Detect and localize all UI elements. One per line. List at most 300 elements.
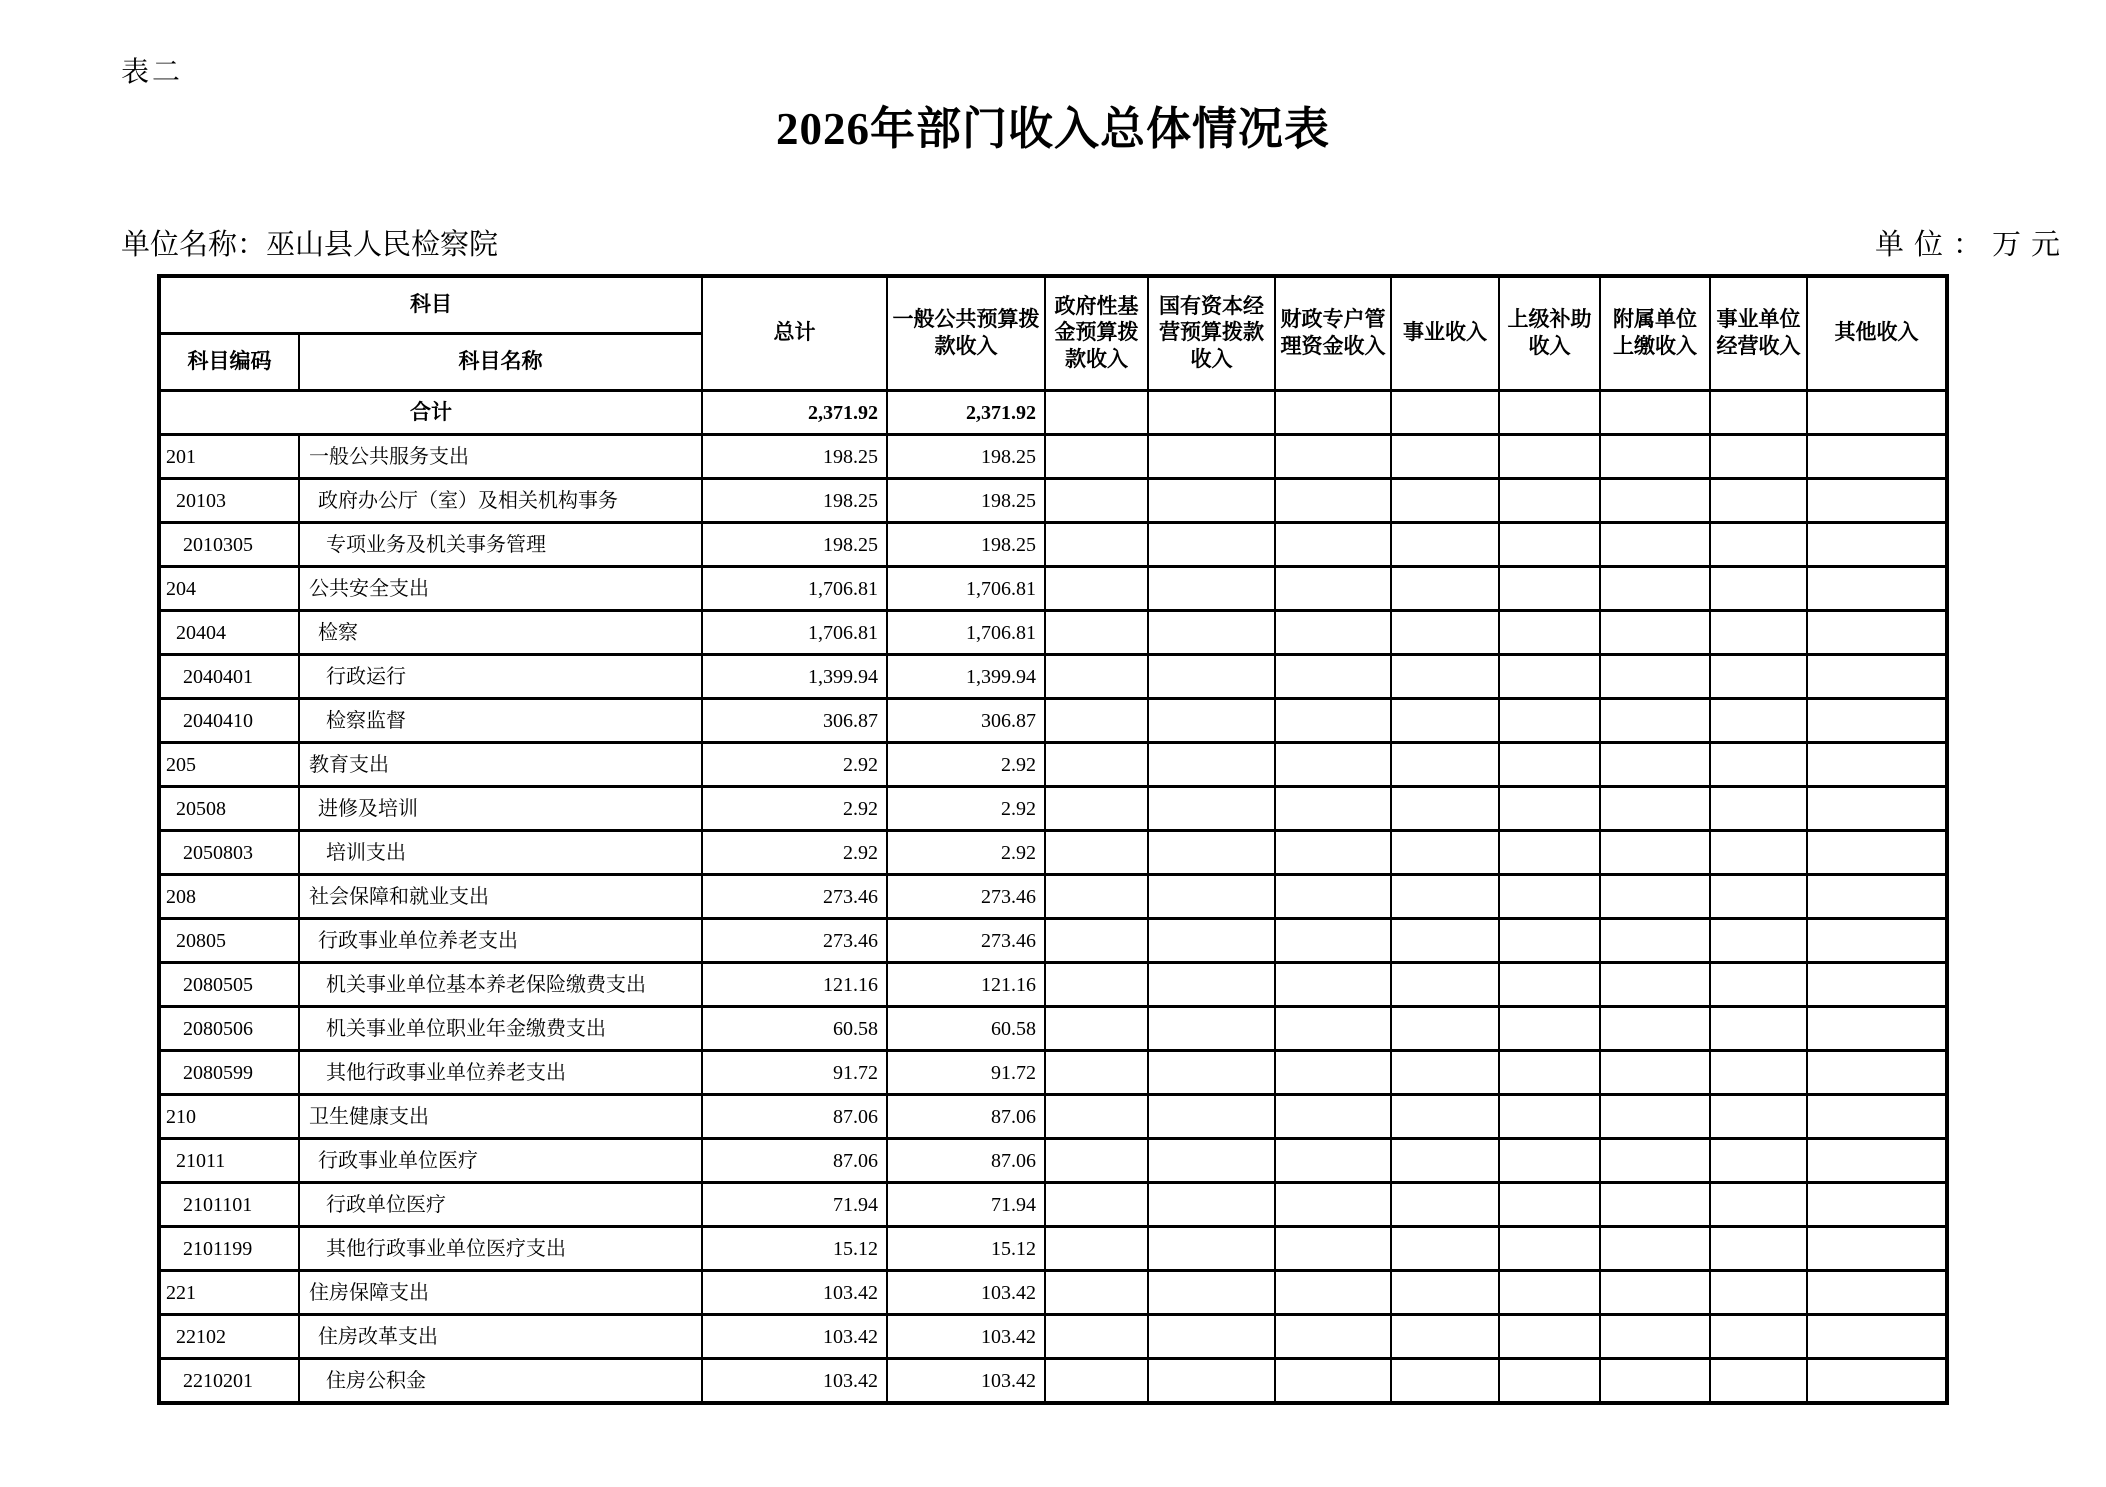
empty-cell — [1391, 435, 1499, 479]
empty-cell — [1148, 611, 1275, 655]
empty-cell — [1710, 1227, 1807, 1271]
empty-cell — [1148, 523, 1275, 567]
empty-cell — [1275, 1359, 1391, 1404]
general-budget-cell: 60.58 — [887, 1007, 1045, 1051]
empty-cell — [1391, 1227, 1499, 1271]
column-header-institution-operating: 事业单位经营收入 — [1710, 276, 1807, 391]
total-label-cell: 合计 — [159, 391, 702, 435]
empty-cell — [1275, 611, 1391, 655]
empty-cell — [1807, 435, 1947, 479]
subject-code-cell: 2010305 — [159, 523, 299, 567]
column-header-gov-fund-budget: 政府性基金预算拨款收入 — [1045, 276, 1148, 391]
empty-cell — [1275, 1271, 1391, 1315]
subject-code-cell: 2080505 — [159, 963, 299, 1007]
empty-cell — [1275, 1183, 1391, 1227]
empty-cell — [1275, 787, 1391, 831]
subject-code-cell: 208 — [159, 875, 299, 919]
empty-cell — [1807, 743, 1947, 787]
subject-name-cell: 行政单位医疗 — [299, 1183, 702, 1227]
empty-cell — [1499, 831, 1600, 875]
empty-cell — [1600, 1183, 1710, 1227]
total-row — [159, 391, 1947, 435]
empty-cell — [1499, 1359, 1600, 1404]
subject-name-cell: 行政事业单位养老支出 — [299, 919, 702, 963]
empty-cell — [1391, 875, 1499, 919]
subject-name-cell: 住房公积金 — [299, 1359, 702, 1404]
column-header-superior-subsidy: 上级补助收入 — [1499, 276, 1600, 391]
subject-code-cell: 20103 — [159, 479, 299, 523]
total-cell: 15.12 — [702, 1227, 887, 1271]
empty-cell — [1499, 479, 1600, 523]
subject-code-cell: 2101199 — [159, 1227, 299, 1271]
empty-cell — [1045, 787, 1148, 831]
empty-cell — [1499, 919, 1600, 963]
empty-cell — [1275, 1051, 1391, 1095]
column-header-affiliate-remittance: 附属单位上缴收入 — [1600, 276, 1710, 391]
subject-name-cell: 政府办公厅（室）及相关机构事务 — [299, 479, 702, 523]
empty-cell — [1391, 787, 1499, 831]
empty-cell — [1807, 787, 1947, 831]
empty-cell — [1600, 391, 1710, 435]
subject-name-cell: 行政事业单位医疗 — [299, 1139, 702, 1183]
table-row — [159, 1315, 1947, 1359]
empty-cell — [1148, 875, 1275, 919]
empty-cell — [1275, 699, 1391, 743]
empty-cell — [1045, 1007, 1148, 1051]
empty-cell — [1275, 1315, 1391, 1359]
subject-name-cell: 行政运行 — [299, 655, 702, 699]
subject-name-cell: 检察 — [299, 611, 702, 655]
empty-cell — [1710, 831, 1807, 875]
total-cell: 103.42 — [702, 1315, 887, 1359]
subject-name-cell: 卫生健康支出 — [299, 1095, 702, 1139]
total-cell: 87.06 — [702, 1139, 887, 1183]
table-row — [159, 1271, 1947, 1315]
subject-code-cell: 2080599 — [159, 1051, 299, 1095]
general-budget-cell: 103.42 — [887, 1359, 1045, 1404]
table-row — [159, 567, 1947, 611]
empty-cell — [1045, 1359, 1148, 1404]
empty-cell — [1391, 523, 1499, 567]
subject-name-cell: 教育支出 — [299, 743, 702, 787]
subject-code-cell: 205 — [159, 743, 299, 787]
empty-cell — [1499, 1139, 1600, 1183]
empty-cell — [1710, 611, 1807, 655]
total-cell: 87.06 — [702, 1095, 887, 1139]
empty-cell — [1600, 875, 1710, 919]
subject-name-cell: 专项业务及机关事务管理 — [299, 523, 702, 567]
general-budget-cell: 71.94 — [887, 1183, 1045, 1227]
subject-code-cell: 2080506 — [159, 1007, 299, 1051]
empty-cell — [1148, 1227, 1275, 1271]
empty-cell — [1275, 391, 1391, 435]
empty-cell — [1391, 1051, 1499, 1095]
empty-cell — [1148, 1359, 1275, 1404]
general-budget-cell: 87.06 — [887, 1139, 1045, 1183]
empty-cell — [1275, 743, 1391, 787]
empty-cell — [1600, 787, 1710, 831]
empty-cell — [1391, 611, 1499, 655]
empty-cell — [1807, 479, 1947, 523]
subject-name-cell: 检察监督 — [299, 699, 702, 743]
empty-cell — [1391, 1007, 1499, 1051]
empty-cell — [1710, 1051, 1807, 1095]
empty-cell — [1807, 1183, 1947, 1227]
empty-cell — [1045, 963, 1148, 1007]
table-header — [159, 276, 1947, 391]
table-row — [159, 523, 1947, 567]
empty-cell — [1499, 1315, 1600, 1359]
empty-cell — [1391, 1359, 1499, 1404]
empty-cell — [1499, 567, 1600, 611]
empty-cell — [1807, 1051, 1947, 1095]
column-header-total: 总计 — [702, 276, 887, 391]
empty-cell — [1600, 1271, 1710, 1315]
empty-cell — [1148, 699, 1275, 743]
subject-name-cell: 公共安全支出 — [299, 567, 702, 611]
empty-cell — [1499, 523, 1600, 567]
empty-cell — [1148, 1271, 1275, 1315]
empty-cell — [1710, 743, 1807, 787]
total-cell: 2.92 — [702, 787, 887, 831]
empty-cell — [1045, 479, 1148, 523]
general-budget-cell: 2.92 — [887, 743, 1045, 787]
general-budget-cell: 198.25 — [887, 523, 1045, 567]
empty-cell — [1148, 655, 1275, 699]
empty-cell — [1148, 1095, 1275, 1139]
empty-cell — [1600, 435, 1710, 479]
empty-cell — [1499, 875, 1600, 919]
empty-cell — [1600, 699, 1710, 743]
table-body — [159, 391, 1947, 1404]
subject-name-cell: 一般公共服务支出 — [299, 435, 702, 479]
column-header-other-income: 其他收入 — [1807, 276, 1947, 391]
empty-cell — [1045, 743, 1148, 787]
general-budget-cell: 2.92 — [887, 787, 1045, 831]
empty-cell — [1148, 963, 1275, 1007]
empty-cell — [1710, 1183, 1807, 1227]
header-row-1 — [159, 276, 1947, 334]
general-budget-cell: 121.16 — [887, 963, 1045, 1007]
subject-code-cell: 20805 — [159, 919, 299, 963]
empty-cell — [1807, 567, 1947, 611]
empty-cell — [1807, 699, 1947, 743]
general-budget-cell: 273.46 — [887, 919, 1045, 963]
empty-cell — [1045, 567, 1148, 611]
empty-cell — [1275, 963, 1391, 1007]
empty-cell — [1275, 1007, 1391, 1051]
general-budget-cell: 1,399.94 — [887, 655, 1045, 699]
empty-cell — [1499, 391, 1600, 435]
empty-cell — [1807, 1271, 1947, 1315]
empty-cell — [1807, 919, 1947, 963]
empty-cell — [1148, 435, 1275, 479]
empty-cell — [1499, 963, 1600, 1007]
general-budget-cell: 273.46 — [887, 875, 1045, 919]
empty-cell — [1600, 1051, 1710, 1095]
column-header-fiscal-account-funds: 财政专户管理资金收入 — [1275, 276, 1391, 391]
empty-cell — [1275, 435, 1391, 479]
form-number-label: 表二 — [121, 57, 184, 88]
general-budget-cell: 198.25 — [887, 479, 1045, 523]
table-row — [159, 743, 1947, 787]
empty-cell — [1148, 1007, 1275, 1051]
empty-cell — [1600, 1315, 1710, 1359]
unit-name-label: 单位名称：巫山县人民检察院 — [121, 229, 499, 261]
subject-name-cell: 社会保障和就业支出 — [299, 875, 702, 919]
general-budget-cell: 198.25 — [887, 435, 1045, 479]
empty-cell — [1148, 1051, 1275, 1095]
empty-cell — [1275, 1095, 1391, 1139]
empty-cell — [1499, 699, 1600, 743]
empty-cell — [1499, 1007, 1600, 1051]
total-cell: 103.42 — [702, 1359, 887, 1404]
table-row — [159, 963, 1947, 1007]
empty-cell — [1807, 655, 1947, 699]
empty-cell — [1499, 1227, 1600, 1271]
empty-cell — [1045, 1227, 1148, 1271]
total-cell: 103.42 — [702, 1271, 887, 1315]
empty-cell — [1710, 1359, 1807, 1404]
total-cell: 273.46 — [702, 919, 887, 963]
subject-code-cell: 20404 — [159, 611, 299, 655]
table-row — [159, 435, 1947, 479]
total-cell: 60.58 — [702, 1007, 887, 1051]
empty-cell — [1600, 567, 1710, 611]
subject-code-cell: 22102 — [159, 1315, 299, 1359]
empty-cell — [1045, 875, 1148, 919]
general-budget-cell: 306.87 — [887, 699, 1045, 743]
empty-cell — [1499, 787, 1600, 831]
subject-code-cell: 2210201 — [159, 1359, 299, 1404]
table-row — [159, 1227, 1947, 1271]
empty-cell — [1710, 655, 1807, 699]
subject-name-cell: 机关事业单位职业年金缴费支出 — [299, 1007, 702, 1051]
empty-cell — [1275, 567, 1391, 611]
empty-cell — [1710, 875, 1807, 919]
empty-cell — [1710, 919, 1807, 963]
subject-code-cell: 204 — [159, 567, 299, 611]
page-title: 2026年部门收入总体情况表 — [775, 104, 1330, 154]
empty-cell — [1807, 831, 1947, 875]
empty-cell — [1807, 963, 1947, 1007]
subject-name-header: 科目名称 — [299, 334, 702, 391]
table-row — [159, 1095, 1947, 1139]
empty-cell — [1275, 1227, 1391, 1271]
empty-cell — [1499, 1051, 1600, 1095]
empty-cell — [1600, 963, 1710, 1007]
empty-cell — [1710, 523, 1807, 567]
table-row — [159, 1183, 1947, 1227]
empty-cell — [1807, 391, 1947, 435]
subject-group-header: 科目 — [159, 276, 702, 334]
general-budget-cell: 103.42 — [887, 1271, 1045, 1315]
empty-cell — [1499, 1271, 1600, 1315]
empty-cell — [1710, 699, 1807, 743]
table-row — [159, 919, 1947, 963]
empty-cell — [1148, 831, 1275, 875]
empty-cell — [1045, 611, 1148, 655]
subject-name-cell: 培训支出 — [299, 831, 702, 875]
empty-cell — [1045, 699, 1148, 743]
empty-cell — [1391, 919, 1499, 963]
empty-cell — [1600, 1359, 1710, 1404]
total-cell: 91.72 — [702, 1051, 887, 1095]
empty-cell — [1710, 787, 1807, 831]
empty-cell — [1600, 1007, 1710, 1051]
empty-cell — [1148, 1183, 1275, 1227]
empty-cell — [1045, 1139, 1148, 1183]
general-budget-cell: 15.12 — [887, 1227, 1045, 1271]
empty-cell — [1600, 523, 1710, 567]
subject-code-cell: 2040410 — [159, 699, 299, 743]
empty-cell — [1148, 1315, 1275, 1359]
table-row — [159, 655, 1947, 699]
subject-name-cell: 其他行政事业单位医疗支出 — [299, 1227, 702, 1271]
empty-cell — [1600, 1227, 1710, 1271]
empty-cell — [1710, 391, 1807, 435]
total-cell: 1,706.81 — [702, 611, 887, 655]
empty-cell — [1807, 875, 1947, 919]
empty-cell — [1710, 963, 1807, 1007]
empty-cell — [1391, 699, 1499, 743]
empty-cell — [1807, 1315, 1947, 1359]
empty-cell — [1045, 919, 1148, 963]
empty-cell — [1148, 919, 1275, 963]
empty-cell — [1391, 391, 1499, 435]
general-budget-cell: 1,706.81 — [887, 611, 1045, 655]
empty-cell — [1499, 1183, 1600, 1227]
total-cell: 1,706.81 — [702, 567, 887, 611]
column-header-general-public-budget: 一般公共预算拨款收入 — [887, 276, 1045, 391]
empty-cell — [1148, 479, 1275, 523]
empty-cell — [1148, 391, 1275, 435]
empty-cell — [1600, 743, 1710, 787]
empty-cell — [1275, 919, 1391, 963]
subject-code-cell: 21011 — [159, 1139, 299, 1183]
meta-row — [121, 222, 2070, 263]
empty-cell — [1391, 1095, 1499, 1139]
empty-cell — [1045, 391, 1148, 435]
empty-cell — [1710, 1271, 1807, 1315]
table-row — [159, 875, 1947, 919]
subject-code-cell: 221 — [159, 1271, 299, 1315]
general-budget-cell: 1,706.81 — [887, 567, 1045, 611]
general-budget-cell: 2,371.92 — [887, 391, 1045, 435]
empty-cell — [1045, 1271, 1148, 1315]
empty-cell — [1391, 1183, 1499, 1227]
total-cell: 71.94 — [702, 1183, 887, 1227]
empty-cell — [1045, 435, 1148, 479]
empty-cell — [1807, 1359, 1947, 1404]
subject-code-header: 科目编码 — [159, 334, 299, 391]
empty-cell — [1499, 435, 1600, 479]
empty-cell — [1275, 479, 1391, 523]
empty-cell — [1391, 1315, 1499, 1359]
subject-name-cell: 其他行政事业单位养老支出 — [299, 1051, 702, 1095]
empty-cell — [1148, 787, 1275, 831]
empty-cell — [1807, 1139, 1947, 1183]
empty-cell — [1045, 523, 1148, 567]
subject-code-cell: 2040401 — [159, 655, 299, 699]
empty-cell — [1391, 1271, 1499, 1315]
empty-cell — [1807, 1007, 1947, 1051]
total-cell: 273.46 — [702, 875, 887, 919]
empty-cell — [1600, 655, 1710, 699]
total-cell: 2.92 — [702, 743, 887, 787]
empty-cell — [1391, 743, 1499, 787]
empty-cell — [1710, 1315, 1807, 1359]
empty-cell — [1045, 831, 1148, 875]
empty-cell — [1600, 831, 1710, 875]
general-budget-cell: 91.72 — [887, 1051, 1045, 1095]
empty-cell — [1499, 1095, 1600, 1139]
subject-name-cell: 住房保障支出 — [299, 1271, 702, 1315]
total-cell: 198.25 — [702, 435, 887, 479]
empty-cell — [1710, 1007, 1807, 1051]
empty-cell — [1148, 743, 1275, 787]
table-row — [159, 1359, 1947, 1404]
empty-cell — [1045, 1095, 1148, 1139]
empty-cell — [1391, 831, 1499, 875]
empty-cell — [1807, 1095, 1947, 1139]
empty-cell — [1391, 567, 1499, 611]
table-row — [159, 1007, 1947, 1051]
column-header-institution-income: 事业收入 — [1391, 276, 1499, 391]
subject-name-cell: 进修及培训 — [299, 787, 702, 831]
table-row — [159, 611, 1947, 655]
total-cell: 306.87 — [702, 699, 887, 743]
subject-name-cell: 机关事业单位基本养老保险缴费支出 — [299, 963, 702, 1007]
subject-code-cell: 210 — [159, 1095, 299, 1139]
total-cell: 2,371.92 — [702, 391, 887, 435]
total-cell: 198.25 — [702, 523, 887, 567]
table-row — [159, 699, 1947, 743]
empty-cell — [1807, 611, 1947, 655]
empty-cell — [1275, 655, 1391, 699]
empty-cell — [1499, 655, 1600, 699]
empty-cell — [1391, 479, 1499, 523]
empty-cell — [1710, 567, 1807, 611]
subject-name-cell: 住房改革支出 — [299, 1315, 702, 1359]
total-cell: 1,399.94 — [702, 655, 887, 699]
subject-code-cell: 2050803 — [159, 831, 299, 875]
empty-cell — [1600, 479, 1710, 523]
general-budget-cell: 87.06 — [887, 1095, 1045, 1139]
table-row — [159, 479, 1947, 523]
income-overview-table — [157, 274, 1949, 1405]
empty-cell — [1391, 655, 1499, 699]
currency-unit-label: 单位：万元 — [1874, 229, 2070, 261]
empty-cell — [1045, 1315, 1148, 1359]
empty-cell — [1391, 1139, 1499, 1183]
empty-cell — [1391, 963, 1499, 1007]
empty-cell — [1275, 875, 1391, 919]
subject-code-cell: 201 — [159, 435, 299, 479]
empty-cell — [1499, 611, 1600, 655]
empty-cell — [1045, 1183, 1148, 1227]
empty-cell — [1148, 1139, 1275, 1183]
total-cell: 121.16 — [702, 963, 887, 1007]
total-cell: 2.92 — [702, 831, 887, 875]
empty-cell — [1710, 1095, 1807, 1139]
empty-cell — [1710, 479, 1807, 523]
table-row — [159, 831, 1947, 875]
empty-cell — [1600, 1139, 1710, 1183]
empty-cell — [1275, 523, 1391, 567]
column-header-state-capital-budget: 国有资本经营预算拨款收入 — [1148, 276, 1275, 391]
table-row — [159, 1051, 1947, 1095]
